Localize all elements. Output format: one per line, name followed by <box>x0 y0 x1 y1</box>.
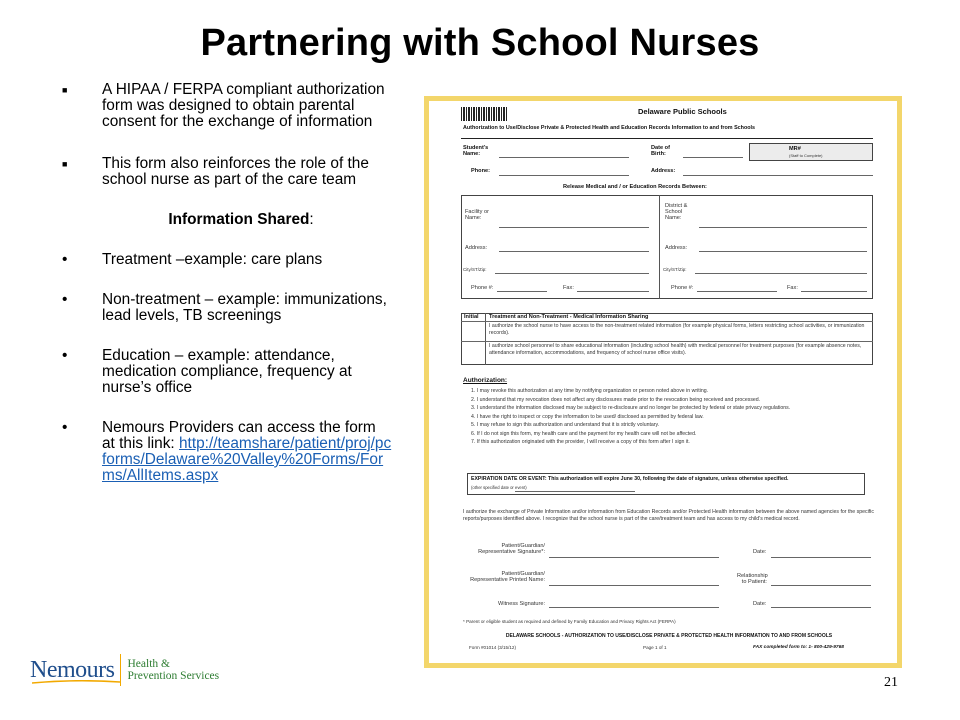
bullet-text: Nemours Providers can access the form at this link: http://teamshare/patient/proj/pcforms/Delaware%20Valley%20Forms/Forms/AllItems.aspx <box>102 419 392 484</box>
bullet-item <box>62 156 392 188</box>
bullet-text: A HIPAA / FERPA compliant authorization form was designed to obtain parental consent for the exchange of information <box>102 81 385 130</box>
bullet-text: Treatment –example: care plans <box>102 251 323 268</box>
bullet-text: Non-treatment – example: immunizations, lead levels, TB screenings <box>102 291 387 324</box>
dot-bullet-icon: • <box>62 251 68 268</box>
bullet-item <box>62 252 392 268</box>
slide-title: Partnering with School Nurses <box>200 22 760 64</box>
bullet-item <box>62 82 392 130</box>
bullet-item <box>62 348 392 396</box>
bullet-text: Education – example: attendance, medication compliance, frequency at nurse’s office <box>102 347 352 396</box>
bullet-list <box>62 82 392 484</box>
square-bullet-icon: ■ <box>62 85 68 95</box>
logo-divider <box>120 654 121 686</box>
bullet-item <box>62 292 392 324</box>
barcode-icon <box>461 107 507 121</box>
forms-link[interactable]: http://teamshare/patient/proj/pcforms/Delaware%20Valley%20Forms/Forms/AllItems.aspx <box>102 435 392 484</box>
authorization-list: 1. I may revoke this authorization at any time by notifying organization or person noted above in writing. 2. I understand that my revocation does not affect any disclosures made prior to the revocation being received and processed. 3. I understand the information disclosed may be subject to re-disclosure and no longer be protected by federal or state privacy regulations. 4. I have the right to inspect or copy the information to be used/ disclosed as permitted by federal law. 5. I may refuse to sign this authorization and understand that it is strictly voluntary. 6. If I do not sign this form, my health care and the payment for my health care will not be affected. 7. If this authorization originated with the provider, I will receive a copy of this form after I sign it. <box>471 388 791 445</box>
bullet-text: This form also reinforces the role of the school nurse as part of the care team <box>102 155 369 188</box>
authorization-form: Delaware Public Schools Authorization to Use/Disclose Private & Protected Health and Education Records Information to and from Schools Student’s Name: Date of Birth: MR# (Staff to Complete) Phone: Address: Release Medical and / or Education Records Between: Facility or Name: District & School Name: Address: Address: City/ST/Zip: City/ST/Zip: Phone #: Fax: Phone #: Fax: Initial Treatment and Non-Treatment - Medical Information Sharing I authorize the school nurse to have access to the non-treatment related information (for example physical forms, letters restricting school activities, or immunization records). I authorize school personnel to share educational information (including school health) with medical personnel for treatment purposes (for example absence notes, attendance information, accommodations, and frequency of school nurse office visits). Authorization: 1. I may revoke this authorization at any time by notifying organization or person noted above in writing. 2. I understand that my revocation does not affect any disclosures made prior to the revocation being received and processed. 3. I understand the information disclosed may be subject to re-disclosure and no longer be protected by federal or state privacy regulations. 4. I have the right to inspect or copy the information to be used/ disclosed as permitted by federal law. 5. I may refuse to sign this authorization and understand that it is strictly voluntary. 6. If I do not sign this form, my health care and the payment for my health care will not be affected. 7. If this authorization originated with the provider, I will receive a copy of this form after I sign it. EXPIRATION DATE OR EVENT: This authorization will expire June 30, following the date of signature, unless otherwise specified. (other specified date or event) I authorize the exchange of Private Information and/or information from Education Records and/or Protected Health information between the above named agencies for the specific reports/purposes identified above. I recognize that the school nurse is part of the care/treatment team and has access to my child’s medical record. Patient/Guardian/ Representative Signature*: Date: Patient/Guardian/ Representative Printed Name: Relationship to Patient: Witness Signature: Date: * Parent or eligible student as required and defined by Family Education and Privacy Rights Act (FERPA) DELAWARE SCHOOLS - AUTHORIZATION TO USE/DISCLOSE PRIVATE & PROTECTED HEALTH INFORMATION TO AND FROM SCHOOLS Form #01014 (3/15/12) Page 1 of 1 FAX completed form to: 1- 800-429-9768 <box>463 107 874 650</box>
page-number: 21 <box>884 675 898 690</box>
form-subtitle: Authorization to Use/Disclose Private & Protected Health and Education Records Information to and from Schools <box>463 125 756 131</box>
dot-bullet-icon: • <box>62 347 68 364</box>
bullet-item <box>62 420 392 484</box>
form-org: Delaware Public Schools <box>638 107 727 116</box>
square-bullet-icon: ■ <box>62 159 68 169</box>
logo-wordmark: Nemours <box>30 656 115 683</box>
nemours-logo <box>30 650 219 690</box>
authorization-heading: Authorization: <box>463 377 508 384</box>
authorization-form-image <box>424 96 902 668</box>
logo-swoosh-icon <box>32 680 120 684</box>
consent-text: I authorize the exchange of Private Information and/or information from Education Records and/or Protected Health information between the above named agencies for the specific reports/purposes identified above. I recognize that the school nurse is part of the care/treatment team and has access to my child’s medical record. <box>463 509 874 522</box>
info-shared-heading: Information Shared: <box>168 211 314 228</box>
dot-bullet-icon: • <box>62 291 68 308</box>
release-heading: Release Medical and / or Education Records Between: <box>563 184 707 190</box>
logo-subtitle: Health & Prevention Services <box>127 658 220 682</box>
dot-bullet-icon: • <box>62 419 68 436</box>
